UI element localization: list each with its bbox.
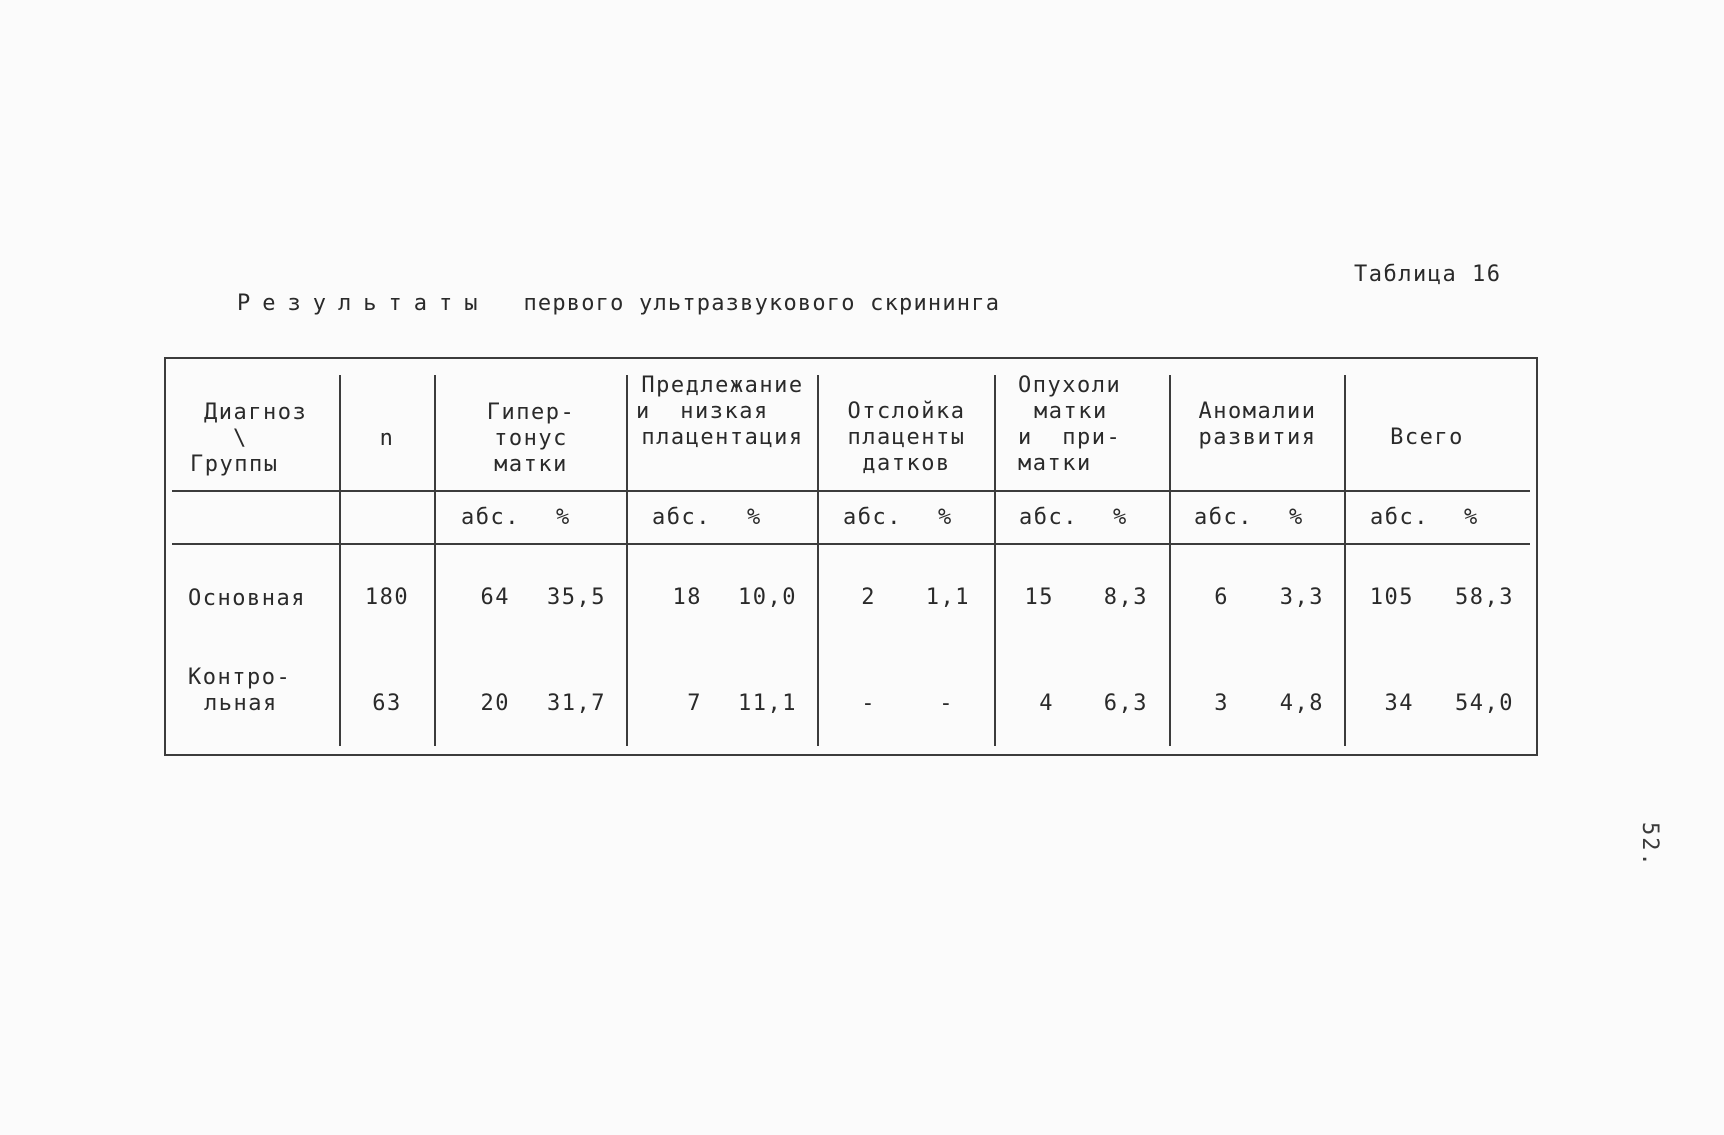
row-pct-value: 10,0	[738, 585, 797, 610]
row-abs-value: 15	[1024, 585, 1054, 610]
table-title	[237, 291, 1000, 316]
subheader-abs: абс.	[843, 505, 902, 530]
header-col-2-line-3: плацентация	[641, 425, 804, 450]
row-group-label: Контро-	[188, 665, 292, 690]
column-divider	[994, 375, 996, 746]
row-pct-value: 35,5	[547, 585, 606, 610]
row-abs-value: 20	[480, 691, 510, 716]
header-col-4-line-2: матки	[1034, 399, 1108, 424]
table-title-rest: первого ультразвукового скрининга	[523, 291, 1001, 316]
row-pct-value: 6,3	[1103, 691, 1148, 716]
header-col-3-line-1: Отслойка	[847, 399, 966, 424]
header-col-1-line-1: Гипер-	[486, 400, 576, 425]
row-abs-value: 64	[480, 585, 510, 610]
subheader-pct: %	[1464, 505, 1479, 530]
header-col-5-line-2: развития	[1198, 425, 1317, 450]
subheader-abs: абс.	[1019, 505, 1078, 530]
header-col-4-line-3: и при-	[1018, 425, 1122, 450]
row-group-label: Основная	[188, 586, 306, 611]
table-number: Таблица 16	[1354, 262, 1502, 287]
subheader-pct: %	[556, 505, 571, 530]
subheader-pct: %	[747, 505, 762, 530]
row-pct-value: 1,1	[925, 585, 970, 610]
row-abs-value: 4	[1039, 691, 1054, 716]
header-col-2-line-2: и низкая	[636, 399, 769, 424]
header-col-3-line-3: датков	[862, 451, 951, 476]
subheader-pct: %	[938, 505, 953, 530]
header-diagnoz: Диагноз	[204, 400, 308, 425]
header-col-4-line-4: матки	[1018, 451, 1092, 476]
header-divider	[172, 490, 1530, 492]
subheader-pct: %	[1289, 505, 1304, 530]
row-abs-value: 7	[687, 691, 702, 716]
row-n: 63	[372, 691, 402, 716]
row-pct-value: 4,8	[1279, 691, 1324, 716]
row-pct-value: 11,1	[738, 691, 797, 716]
row-abs-value: 18	[672, 585, 702, 610]
row-pct-value: 54,0	[1455, 691, 1514, 716]
subheader-abs: абс.	[461, 505, 520, 530]
table-title-spaced: Результаты	[237, 291, 490, 316]
subheader-abs: абс.	[652, 505, 711, 530]
row-abs-value: 105	[1369, 585, 1414, 610]
header-col-6-line-1: Всего	[1390, 425, 1464, 450]
header-n: n	[379, 426, 395, 451]
header-diagnoz-slash: \	[233, 426, 248, 451]
header-col-1-line-2: тонус	[494, 426, 568, 451]
subheader-abs: абс.	[1194, 505, 1253, 530]
row-pct-value: 3,3	[1279, 585, 1324, 610]
row-pct-value: -	[939, 691, 954, 716]
header-col-5-line-1: Аномалии	[1198, 399, 1317, 424]
row-abs-value: 34	[1384, 691, 1414, 716]
row-group-label-line-2: льная	[204, 691, 278, 716]
row-abs-value: 6	[1214, 585, 1229, 610]
row-pct-value: 58,3	[1455, 585, 1514, 610]
row-abs-value: -	[861, 691, 876, 716]
row-abs-value: 2	[861, 585, 876, 610]
row-n: 180	[364, 585, 410, 610]
header-gruppy: Группы	[190, 452, 279, 477]
header-col-4-line-1: Опухоли	[1018, 373, 1122, 398]
subheader-pct: %	[1113, 505, 1128, 530]
page-number: 52.	[1637, 822, 1662, 868]
row-pct-value: 31,7	[547, 691, 606, 716]
header-col-2-line-1: Предлежание	[641, 373, 804, 398]
header-col-1-line-3: матки	[494, 452, 568, 477]
header-col-3-line-2: плаценты	[847, 425, 966, 450]
row-abs-value: 3	[1214, 691, 1229, 716]
row-pct-value: 8,3	[1103, 585, 1148, 610]
subheader-divider	[172, 543, 1530, 545]
subheader-abs: абс.	[1370, 505, 1429, 530]
